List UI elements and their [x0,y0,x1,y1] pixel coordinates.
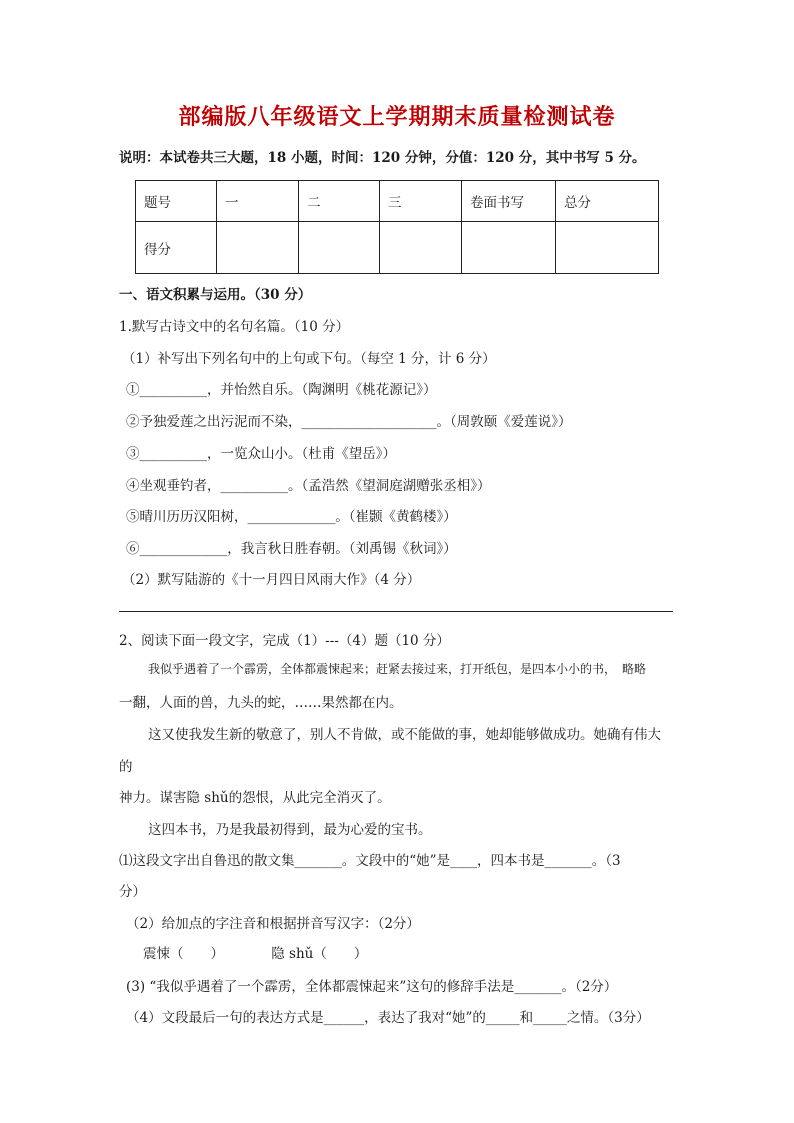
q1-sub2: （2）默写陆游的《十一月四日风雨大作》（4 分） [122,572,421,588]
score-cell [556,222,659,274]
passage-line: 这又使我发生新的敬意了，别人不肯做，或不能做的事，她却能够做成功。她确有伟大 [148,727,661,743]
q2-title: 2、阅读下面一段文字，完成（1）---（4）题（10 分） [119,633,450,649]
score-table [135,180,659,274]
exam-note: 说明：本试卷共三大题，18 小题，时间：120 分钟，分值：120 分，其中书写 5 分。 [119,150,646,166]
score-header-cell: 卷面书写 [462,181,556,222]
q1-item: ④坐观垂钓者，__________。（孟浩然《望洞庭湖赠张丞相》） [126,478,491,494]
score-cell [462,222,556,274]
q2-question: （4）文段最后一句的表达方式是______，表达了我对“她”的_____和_____之情。（3分） [126,1010,650,1026]
score-table-header-row [136,181,659,222]
score-cell [380,222,462,274]
score-table-score-row [136,222,659,274]
section1-heading: 一、语文积累与运用。（30 分） [119,287,312,303]
score-row-label: 得分 [136,222,217,274]
passage-line: 的 [119,759,133,775]
q2-question: (3) “我似乎遇着了一个霹雳，全体都震悚起来”这句的修辞手法是_______。（2分） [126,979,618,995]
passage-line: 这四本书，乃是我最初得到，最为心爱的宝书。 [148,822,432,838]
q1-sub1: （1）补写出下列名句中的上句或下句。（每空 1 分，计 6 分） [122,351,496,367]
q1-title: 1.默写古诗文中的名句名篇。（10 分） [119,319,350,335]
answer-line [119,611,673,612]
exam-title: 部编版八年级语文上学期期末质量检测试卷 [178,104,616,130]
q2-question: 分） [119,884,146,900]
passage-line: 我似乎遇着了一个霹雳，全体都震悚起来；赶紧去接过来，打开纸包，是四本小小的书， 略略 [148,662,647,676]
q2-question: ⑴这段文字出自鲁迅的散文集_______。文段中的“她”是____，四本书是_______。（3 [119,853,621,869]
q1-item: ⑥_____________，我言秋日胜春朝。（刘禹锡《秋词》） [126,541,457,557]
q2-question: 震悚（ ） 隐 shǔ（ ） [143,946,368,962]
q1-item: ⑤晴川历历汉阳树，_____________。（崔颢《黄鹤楼》） [126,509,457,525]
score-header-cell: 一 [217,181,299,222]
score-header-cell: 三 [380,181,462,222]
score-header-cell: 题号 [136,181,217,222]
score-cell [299,222,380,274]
passage-line: 一翻，人面的兽，九头的蛇，……果然都在内。 [119,695,403,711]
passage-line: 神力。谋害隐 shǔ的怨恨，从此完全消灭了。 [119,790,391,806]
score-cell [217,222,299,274]
q1-item: ①__________，并怡然自乐。（陶渊明《桃花源记》） [126,382,437,398]
score-header-cell: 总分 [556,181,659,222]
q1-item: ②予独爱莲之出污泥而不染，____________________。（周敦颐《爱莲说》） [126,414,572,430]
score-header-cell: 二 [299,181,380,222]
q2-question: （2）给加点的字注音和根据拼音写汉字：（2分） [126,916,420,932]
q1-item: ③__________，一览众山小。（杜甫《望岳》） [126,446,396,462]
